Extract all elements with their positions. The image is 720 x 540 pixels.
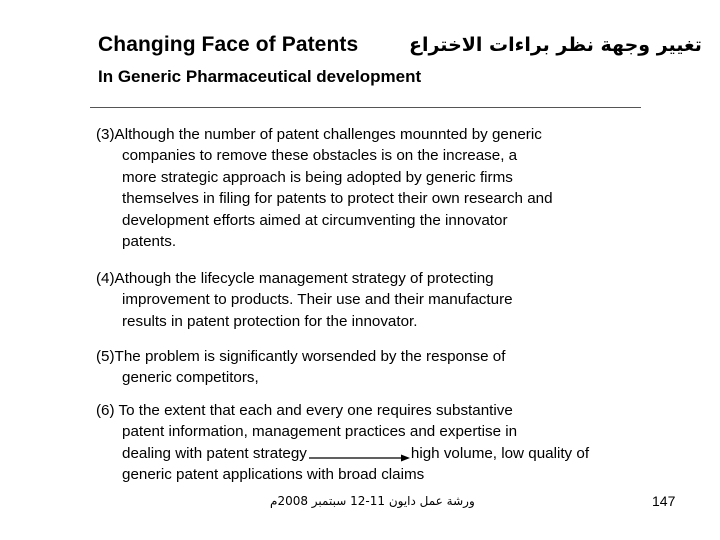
paragraph-line: patents. — [122, 233, 177, 251]
paragraph-line: (6) To the extent that each and every one requires substantive — [96, 402, 513, 419]
paragraph-line: patent information, management practices and expertise in — [122, 423, 518, 441]
paragraph-line-segment: dealing with patent strategy — [122, 444, 307, 462]
paragraph-line: themselves in filing for patents to protect their own research and — [122, 190, 553, 208]
paragraph-line: (4)Athough the lifecycle management strategy of protecting — [96, 270, 494, 287]
paragraph-line: more strategic approach is being adopted by generic firms — [122, 168, 513, 186]
slide-title-english: Changing Face of Patents — [98, 33, 359, 56]
paragraph-3 — [96, 124, 656, 252]
paragraph-line: generic patent applications with broad claims — [122, 466, 425, 484]
paragraph-line: (3)Although the number of patent challenges mounnted by generic — [96, 126, 542, 143]
paragraph-line: improvement to products. Their use and their manufacture — [122, 291, 513, 309]
paragraph-line: development efforts aimed at circumventing the innovator — [122, 211, 508, 229]
paragraph-line-with-arrow — [96, 443, 656, 464]
paragraph-6 — [96, 400, 656, 486]
title-divider — [90, 107, 641, 108]
paragraph-line: generic competitors, — [122, 369, 259, 387]
paragraph-line: companies to remove these obstacles is on the increase, a — [122, 147, 518, 165]
paragraph-line-segment: high volume, low quality of — [410, 444, 590, 462]
right-arrow-icon — [307, 448, 411, 458]
paragraph-5 — [96, 346, 656, 389]
slide-subtitle: In Generic Pharmaceutical development — [98, 67, 422, 86]
footer-workshop-text: ورشة عمل دايون 11-12 سبتمبر 2008م — [270, 494, 475, 508]
paragraph-4 — [96, 268, 656, 332]
page-number: 147 — [652, 493, 676, 509]
paragraph-line: (5)The problem is significantly worsended by the response of — [96, 348, 506, 365]
slide-title-arabic: تغيير وجهة نظر براءات الاختراع — [409, 34, 702, 56]
paragraph-line: results in patent protection for the innovator. — [122, 312, 418, 330]
